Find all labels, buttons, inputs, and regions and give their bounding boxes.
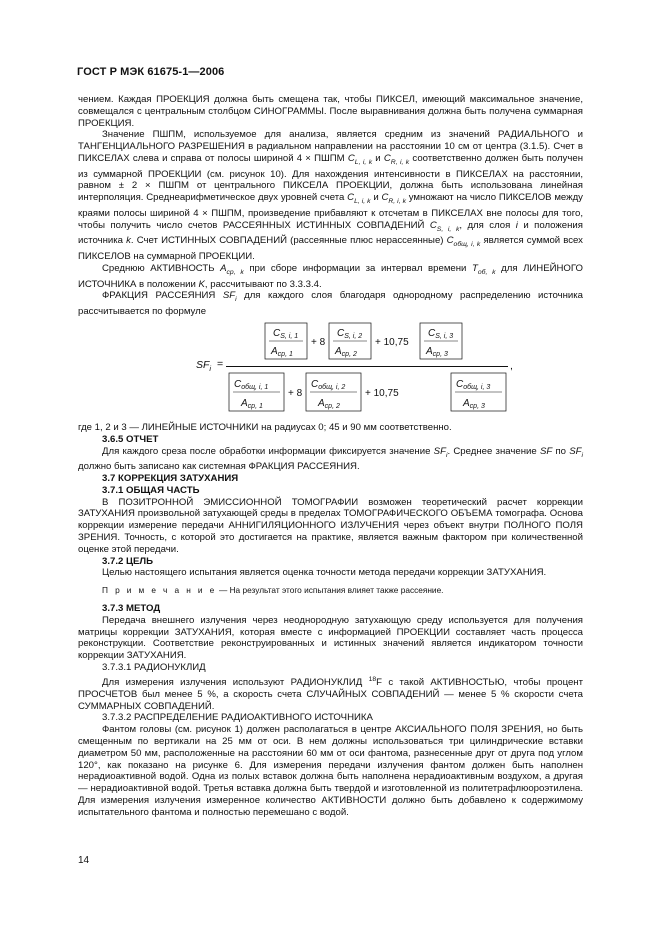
paragraph: Значение ПШПМ, используемое для анализа, является средним из значений РАДИАЛЬНОГО и ТАНГЕНЦИАЛЬНОГО РАЗРЕШЕНИЯ в радиальном направлении на расстоянии 10 см от центра (3.1.5). Счет в ПИКСЕЛАХ слева и справа от полосы шириной 4 × ПШПМ $C_{L, i, k}$ и $C_{R, i, k}$ соответственно должен быть получен из суммарной ПРОЕКЦИИ (см. рисунок 10). Для нахождения интенсивности в ПИКСЕЛАХ на расстоянии, равном ± 2 × ПШПМ от центрального ПИКСЕЛА ПРОЕКЦИИ, должна быть использована линейная интерполяция. Среднеарифметическое двух уровней счета $C_{L, i, k}$ и $C_{R, i, k}$ умножают на число ПИКСЕЛОВ между краями полосы шириной 4 × ПШПМ, произведение прибавляют к отсчетам в ПИКСЕЛАХ вне полосы для того, чтобы получить число счетов РАССЕЯННЫХ ИСТИННЫХ СОВПАДЕНИЙ $C_{S, i, k}$, для слоя i и положения источника k. Счет ИСТИННЫХ СОВПАДЕНИЙ (рассеянные плюс нерассеянные) $C_{общ, i, k}$ является суммой всех ПИКСЕЛОВ на суммарной ПРОЕКЦИИ. [78,129,583,263]
page-number: 14 [78,855,90,866]
formula-label: $SF_i$ [196,358,212,374]
paragraph: где 1, 2 и 3 — ЛИНЕЙНЫЕ ИСТОЧНИКИ на радиусах 0; 45 и 90 мм соответственно. [78,421,452,433]
svg-text:Aср, 2: $A_{ср, 2}$ [318,397,340,410]
svg-text:+ 8: + 8 [288,387,303,399]
svg-text:Aср, 1: $A_{ср, 1}$ [271,345,293,358]
svg-text:CS, i, 2: $C_{S, i, 2}$ [337,327,363,340]
section-heading: 3.7.1 ОБЩАЯ ЧАСТЬ [102,484,200,496]
formula-equals: = [217,357,224,370]
paragraph: ФРАКЦИЯ РАССЕЯНИЯ $SF_i$ для каждого слоя благодаря однородному распределению источника рассчитывается по формуле [78,290,584,318]
paragraph: Целью настоящего испытания является оценка точности метода передачи коррекции ЗАТУХАНИЯ. [102,567,547,579]
formula-comma: , [510,359,513,372]
svg-text:Aср, 3: $A_{ср, 3}$ [463,397,485,410]
section-heading: 3.7 КОРРЕКЦИЯ ЗАТУХАНИЯ [102,473,239,485]
section-heading: 3.7.2 ЦЕЛЬ [102,555,154,567]
svg-text:CS, i, 3: $C_{S, i, 3}$ [428,327,454,340]
paragraph: Для измерения излучения используют РАДИОНУКЛИД $^{18}$F с такой АКТИВНОСТЬЮ, чтобы процент ПРОСЧЕТОВ был менее 5 %, а скорость счета СЛУЧАЙНЫХ СОВПАДЕНИЙ — менее 5 % скорости счета СУММАРНЫХ СОВПАДЕНИЙ. [78,675,583,712]
svg-text:Cобщ, i, 1: $C_{общ, i, 1}$ [234,378,269,391]
section-heading: 3.7.3 МЕТОД [102,603,161,615]
paragraph: чением. Каждая ПРОЕКЦИЯ должна быть смещена так, чтобы ПИКСЕЛ, имеющий максимальное значение, совмещался с центральным столбцом СИНОГРАММЫ. После выравнивания должна быть получена суммарная ПРОЕКЦИЯ. [78,94,583,129]
paragraph: Передача внешнего излучения через неоднородную затухающую среду используется для получения матрицы коррекции ЗАТУХАНИЯ, которая вместе с информацией ПРОЕКЦИИ составляет часть процесса реконструкции. Соответствие реконструированных и истинных значений является индикатором точности коррекции ЗАТУХАНИЯ. [78,614,583,662]
svg-text:+ 8: + 8 [311,336,326,348]
paragraph: Среднюю АКТИВНОСТЬ $A_{ср, k}$ при сборе информации за интервал времени $T_{об, k}$ для ЛИНЕЙНОГО ИСТОЧНИКА в положении K, рассчитывают по 3.3.3.4. [78,262,584,290]
svg-text:Aср, 2: $A_{ср, 2}$ [335,345,357,358]
formula-fraction [78,321,583,419]
paragraph: Фантом головы (см. рисунок 1) должен располагаться в центре АКСИАЛЬНОГО ПОЛЯ ЗРЕНИЯ, но быть смещенным по вертикали на 25 мм от оси. В нем должны использоваться три цилиндрические вставки диаметром 50 мм, расположенные на расстоянии 60 мм от оси фантома, разнесенные друг от друга под углом 120°, как показано на рисунке 6. Для измерения передачи излучения фантом должен быть наполнен нерадиоактивной водой. Одна из полых вставок должна быть наполнена нерадиоактивным воздухом, а другая — нерадиоактивной водой. Третья вставка должна быть твердой и изготовленной из политетрафлюороэтилена. Для измерения излучения измеренное количество АКТИВНОСТИ должно быть добавлено к содержимому испытательного фантома и полностью перемешано с водой. [78,724,583,818]
svg-text:Cобщ, i, 2: $C_{общ, i, 2}$ [311,378,346,391]
paragraph: В ПОЗИТРОННОЙ ЭМИССИОННОЙ ТОМОГРАФИИ возможен теоретический расчет коррекции ЗАТУХАНИЯ произвольной затухающей среды в пределах ТОМОГРАФИЧЕСКОГО ОБЪЕМА томографа. Основа коррекции измерение передачи АННИГИЛЯЦИОННОГО ИЗЛУЧЕНИЯ через объект внутри ПОЛНОГО ПОЛЯ ЗРЕНИЯ. Точность, с которой это достигается на практике, является важным фактором при количественной оценке этой передачи. [78,496,583,555]
svg-text:+ 10,75: + 10,75 [365,387,399,399]
svg-text:Aср, 1: $A_{ср, 1}$ [241,397,263,410]
scatter-fraction-formula [78,321,583,419]
svg-text:+ 10,75: + 10,75 [375,336,409,348]
section-heading: 3.6.5 ОТЧЕТ [102,433,159,445]
document-header: ГОСТ Р МЭК 61675-1—2006 [77,66,225,78]
subsection-heading: 3.7.3.2 РАСПРЕДЕЛЕНИЕ РАДИОАКТИВНОГО ИСТОЧНИКА [102,712,373,724]
document-body [78,94,583,819]
subsection-heading: 3.7.3.1 РАДИОНУКЛИД [102,662,206,674]
note: П р и м е ч а н и е — На результат этого испытания влияет также рассеяние. [102,585,444,596]
paragraph: Для каждого среза после обработки информации фиксируется значение $SF_i$. Среднее значение SF по $SF_i$ должно быть записано как системная ФРАКЦИЯ РАССЕЯНИЯ. [78,445,583,473]
svg-text:Cобщ, i, 3: $C_{общ, i, 3}$ [456,378,491,391]
svg-text:CS, i, 1: $C_{S, i, 1}$ [273,327,299,340]
svg-text:Aср, 3: $A_{ср, 3}$ [426,345,448,358]
